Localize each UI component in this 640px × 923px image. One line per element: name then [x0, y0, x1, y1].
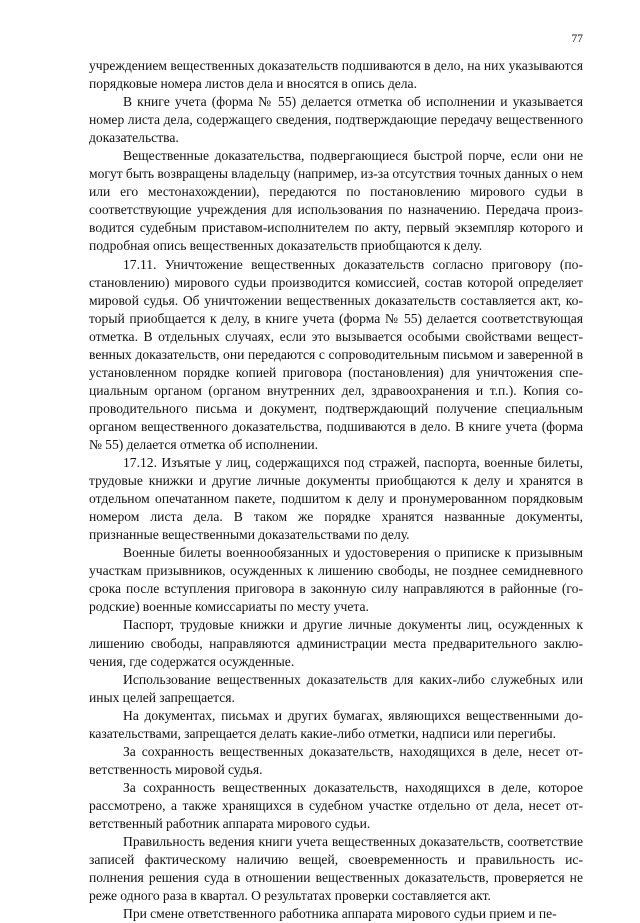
paragraph: За сохранность вещественных доказательств, находящихся в деле, которое рассмотрено, а также хранящихся в судебном участке отдельно от дела, несет ответственный работник аппарата мирового судьи. [89, 779, 583, 831]
section-17-12-paragraph: 17.12. Изъятые у лиц, содержащихся под стражей, паспорта, военные билеты, трудовые книжки и другие личные документы приобщаются к делу и хранятся в отдельном опечатанном пакете, подшитом к делу и пронумерованном порядковым номером листа дела. В таком же порядке хранятся названные документы, признанные вещественными доказательствами по делу. [89, 455, 583, 543]
paragraph: При смене ответственного работника аппарата мирового судьи прием и пе- [123, 906, 557, 922]
paragraph: учреждением вещественных доказательств подшиваются в дело, на них указываются порядковые номера листов дела и вносятся в опись дела. [89, 58, 583, 92]
paragraph: Вещественные доказательства, подвергающиеся быстрой порче, если они не могут быть возвращены владельцу (например, из-за отсутствия точных данных о нем или его местонахождении), передаются по постановлению мирового судьи в соответствующие учреждения для использования по назначению. Передача производится судебным приставом-исполнителем по акту, первый экземпляр которого и подробная опись вещественных доказательств приобщаются к делу. [89, 148, 583, 254]
paragraph: На документах, письмах и других бумагах, являющихся вещественными доказательствами, запрещается делать какие-либо отметки, надписи или перегибы. [89, 707, 583, 741]
paragraph: Паспорт, трудовые книжки и другие личные документы лиц, осужденных к лишению свободы, направляются администрации места предварительного заключения, где содержатся осужденные. [89, 617, 583, 669]
page-number: 77 [571, 33, 583, 45]
section-17-11-paragraph: 17.11. Уничтожение вещественных доказательств согласно приговору (постановлению) мирового судьи производится комиссией, состав которой определяет мировой судья. Об уничтожении вещественных доказательств составляется акт, который приобщается к делу, в книге учета (форма № 55) делается соответствующая отметка. В отдельных случаях, если это вызывается особыми свойствами вещественных доказательств, они передаются с сопроводительным письмом и заверенной в установленном порядке копией приговора (постановления) для уничтожения специальным органом (органом внутренних дел, здравоохранения и т.п.). Копия сопроводительного письма и документ, подтверждающий получение специальным органом вещественного доказательства, подшиваются в дело. В книге учета (форма № 55) делается отметка об исполнении. [89, 256, 583, 452]
paragraph: Правильность ведения книги учета вещественных доказательств, соответствие записей фактическому наличию вещей, своевременность и правильность исполнения решения суда в отношении вещественных доказательств, проверяется не реже одного раза в квартал. О результатах проверки составляется акт. [89, 834, 583, 904]
paragraph: За сохранность вещественных доказательств, находящихся в деле, несет ответственность мировой судья. [89, 743, 583, 777]
paragraph: В книге учета (форма № 55) делается отметка об исполнении и указывается номер листа дела, содержащего сведения, подтверждающие передачу вещественного доказательства. [89, 94, 583, 146]
paragraph: Военные билеты военнообязанных и удостоверения о приписке к призывным участкам призывников, осужденных к лишению свободы, не позднее семидневного срока после вступления приговора в законную силу направляются в районные (городские) военные комиссариаты по месту учета. [89, 545, 583, 615]
document-body [89, 57, 583, 923]
paragraph: Использование вещественных доказательств для каких-либо служебных или иных целей запрещается. [89, 671, 583, 705]
